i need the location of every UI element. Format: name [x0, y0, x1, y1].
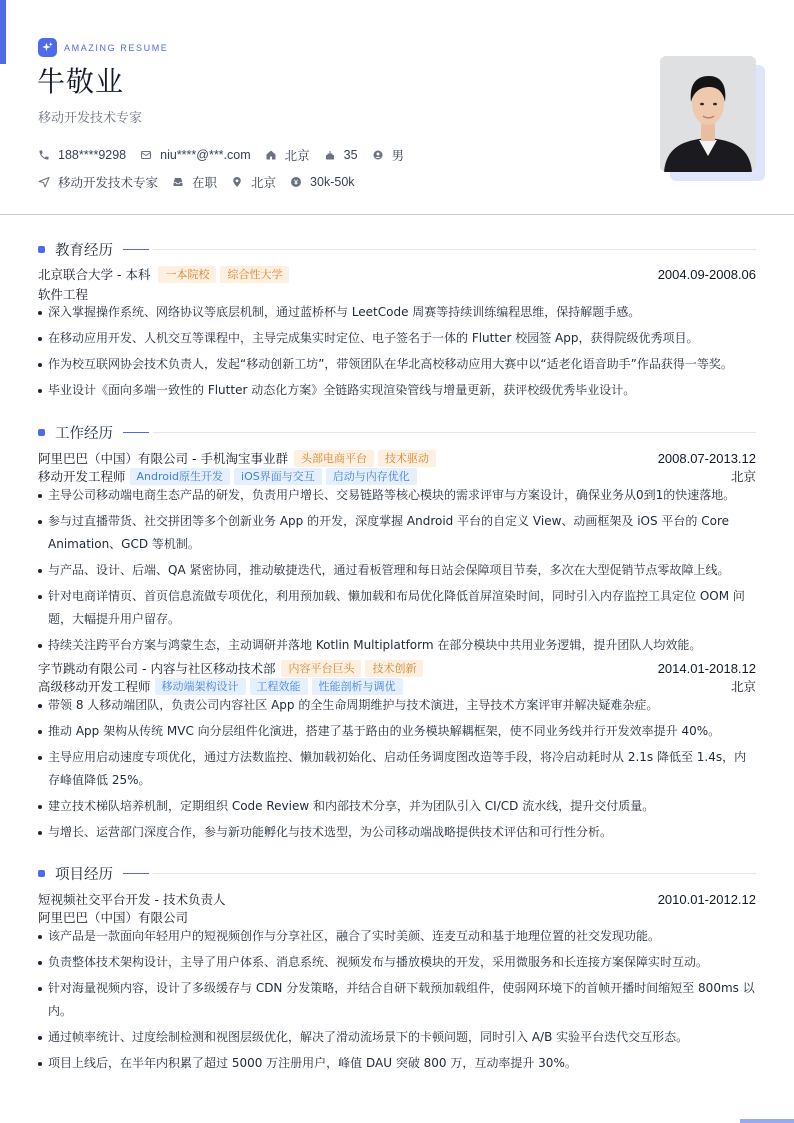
status-text: 在职 [192, 176, 218, 190]
list-item: 毕业设计《面向多端一致性的 Flutter 动态化方案》全链路实现渲染管线与增量更新，获评校级优秀毕业设计。 [38, 379, 758, 402]
candidate-title: 移动开发技术专家 [38, 111, 143, 126]
gender-text: 男 [391, 149, 405, 163]
section-title: 项目经历 [55, 867, 113, 883]
work-role-line [38, 677, 756, 695]
work-role-line [38, 467, 756, 485]
intent-row [38, 173, 369, 191]
list-item: 在移动应用开发、人机交互等课程中，主导完成集实时定位、电子签名于一体的 Flutter 校园签 App，获得院级优秀项目。 [38, 327, 758, 350]
section-rule [153, 249, 756, 250]
cake-icon [324, 149, 336, 161]
project-header [38, 890, 756, 908]
salary-text: 30k-50k [310, 175, 355, 189]
age-item [324, 148, 358, 162]
school-tag: 综合性大学 [220, 266, 289, 283]
brand-text: AMAZING RESUME [64, 42, 169, 53]
list-item: 推动 App 架构从传统 MVC 向分层组件化演进，搭建了基于路由的业务模块解耦框架，使不同业务线并行开发效率提升 40%。 [38, 720, 758, 743]
section-dash [123, 249, 149, 250]
bottom-accent-bar [740, 1119, 794, 1123]
list-item: 带领 8 人移动端团队，负责公司内容社区 App 的全生命周期维护与技术演进，主导技术方案评审并解决疑难杂症。 [38, 694, 758, 717]
intent-job-item [38, 173, 158, 191]
header-divider [0, 214, 794, 215]
work-bullets [38, 694, 758, 847]
work-date: 2008.07-2013.12 [657, 450, 756, 466]
section-projects [38, 863, 756, 884]
company-name: 阿里巴巴（中国）有限公司 - 手机淘宝事业群 [38, 451, 288, 466]
list-item: 作为校互联网协会技术负责人，发起“移动创新工坊”，带领团队在华北高校移动应用大赛中以“适老化语音助手”作品获得一等奖。 [38, 353, 758, 376]
intent-job-text: 移动开发技术专家 [58, 176, 159, 190]
section-dash [123, 873, 149, 874]
section-rule [153, 873, 756, 874]
list-item: 与增长、运营部门深度合作，参与新功能孵化与技术选型，为公司移动端战略提供技术评估和可行性分析。 [38, 821, 758, 844]
school-tag: 一本院校 [158, 266, 216, 283]
brand [38, 38, 168, 57]
skill-tag: Android原生开发 [130, 468, 231, 485]
money-icon [290, 176, 302, 188]
city-text: 北京 [284, 149, 310, 163]
sparkle-icon [38, 38, 57, 57]
work-date: 2014.01-2018.12 [657, 660, 756, 676]
section-title: 教育经历 [55, 243, 113, 259]
section-work [38, 422, 756, 443]
section-education [38, 239, 756, 260]
section-rule [153, 432, 756, 433]
work-header [38, 449, 756, 467]
left-accent-bar [0, 0, 6, 64]
skill-tag: 性能剖析与调优 [312, 678, 403, 695]
email-text: niu****@***.com [160, 148, 251, 162]
company-tag: 内容平台巨头 [281, 660, 361, 677]
intent-city-text: 北京 [251, 176, 277, 190]
list-item: 针对海量视频内容，设计了多级缓存与 CDN 分发策略，并结合自研下载预加载组件，使弱网环境下的首帧开播时间缩短至 800ms 以内。 [38, 977, 758, 1023]
section-bullet [38, 429, 45, 436]
candidate-name: 牛敬业 [37, 65, 125, 98]
city-item [265, 146, 310, 164]
major: 软件工程 [38, 287, 89, 302]
work-location: 北京 [730, 679, 756, 694]
list-item: 参与过直播带货、社交拼团等多个创新业务 App 的开发，深度掌握 Android 平台的自定义 View、动画框架及 iOS 平台的 Core Animation、GCD 等机制。 [38, 510, 758, 556]
education-bullets [38, 301, 758, 405]
status-item [172, 173, 217, 191]
intent-city-item [231, 173, 276, 191]
inbox-icon [172, 176, 184, 188]
phone-text: 188****9298 [58, 148, 127, 162]
list-item: 针对电商详情页、首页信息流做专项优化，利用预加载、懒加载和布局优化降低首屏渲染时间，同时引入内存监控工具定位 OOM 问题，大幅提升用户留存。 [38, 585, 758, 631]
work-header [38, 659, 756, 677]
skill-tag: iOS界面与交互 [234, 468, 322, 485]
school-name: 北京联合大学 - 本科 [38, 267, 151, 282]
section-bullet [38, 870, 45, 877]
project-org: 阿里巴巴（中国）有限公司 [38, 910, 189, 925]
home-icon [265, 149, 277, 161]
role-title: 移动开发工程师 [38, 469, 126, 484]
skill-tag: 启动与内存优化 [326, 468, 417, 485]
email-item [140, 148, 251, 162]
mail-icon [140, 149, 152, 161]
phone-icon [38, 149, 50, 161]
gender-icon [372, 149, 384, 161]
skill-tag: 移动端架构设计 [155, 678, 246, 695]
list-item: 建立技术梯队培养机制，定期组织 Code Review 和内部技术分享，并为团队引入 CI/CD 流水线，提升交付质量。 [38, 795, 758, 818]
send-icon [38, 176, 50, 188]
education-header [38, 265, 756, 283]
list-item: 该产品是一款面向年轻用户的短视频创作与分享社区，融合了实时美颜、连麦互动和基于地理位置的社交发现功能。 [38, 925, 758, 948]
contact-row [38, 146, 418, 164]
list-item: 持续关注跨平台方案与鸿蒙生态，主动调研并落地 Kotlin Multiplatform 在部分模块中共用业务逻辑，提升团队人均效能。 [38, 634, 758, 657]
list-item: 主导应用启动速度专项优化，通过方法数监控、懒加载初始化、启动任务调度图改造等手段，将冷启动耗时从 2.1s 降低至 1.4s，内存峰值降低 25%。 [38, 746, 758, 792]
age-text: 35 [343, 148, 358, 162]
project-name: 短视频社交平台开发 - 技术负责人 [38, 892, 226, 907]
company-name: 字节跳动有限公司 - 内容与社区移动技术部 [38, 661, 276, 676]
section-dash [123, 432, 149, 433]
company-tag: 技术创新 [365, 660, 423, 677]
project-date: 2010.01-2012.12 [657, 891, 756, 907]
role-title: 高级移动开发工程师 [38, 679, 151, 694]
section-bullet [38, 246, 45, 253]
location-pin-icon [231, 176, 243, 188]
list-item: 项目上线后，在半年内积累了超过 5000 万注册用户，峰值 DAU 突破 800 万，互动率提升 30%。 [38, 1052, 758, 1075]
work-location: 北京 [730, 469, 756, 484]
skill-tag: 工程效能 [250, 678, 308, 695]
list-item: 深入掌握操作系统、网络协议等底层机制，通过蓝桥杯与 LeetCode 周赛等持续训练编程思维，保持解题手感。 [38, 301, 758, 324]
list-item: 主导公司移动端电商生态产品的研发，负责用户增长、交易链路等核心模块的需求评审与方案设计，确保业务从0到1的快速落地。 [38, 484, 758, 507]
company-tag: 技术驱动 [378, 450, 436, 467]
section-title: 工作经历 [55, 426, 113, 442]
list-item: 负责整体技术架构设计，主导了用户体系、消息系统、视频发布与播放模块的开发，采用微服务和长连接方案保障实时互动。 [38, 951, 758, 974]
avatar-photo [660, 56, 756, 172]
phone-item [38, 148, 126, 162]
gender-item [372, 146, 405, 164]
work-bullets [38, 484, 758, 660]
project-bullets [38, 925, 758, 1078]
salary-item [290, 175, 354, 189]
education-date: 2004.09-2008.06 [657, 266, 756, 282]
list-item: 通过帧率统计、过度绘制检测和视图层级优化，解决了滑动流场景下的卡顿问题，同时引入 A/B 实验平台迭代交互形态。 [38, 1026, 758, 1049]
list-item: 与产品、设计、后端、QA 紧密协同，推动敏捷迭代，通过看板管理和每日站会保障项目节奏，多次在大型促销节点零故障上线。 [38, 559, 758, 582]
company-tag: 头部电商平台 [294, 450, 374, 467]
